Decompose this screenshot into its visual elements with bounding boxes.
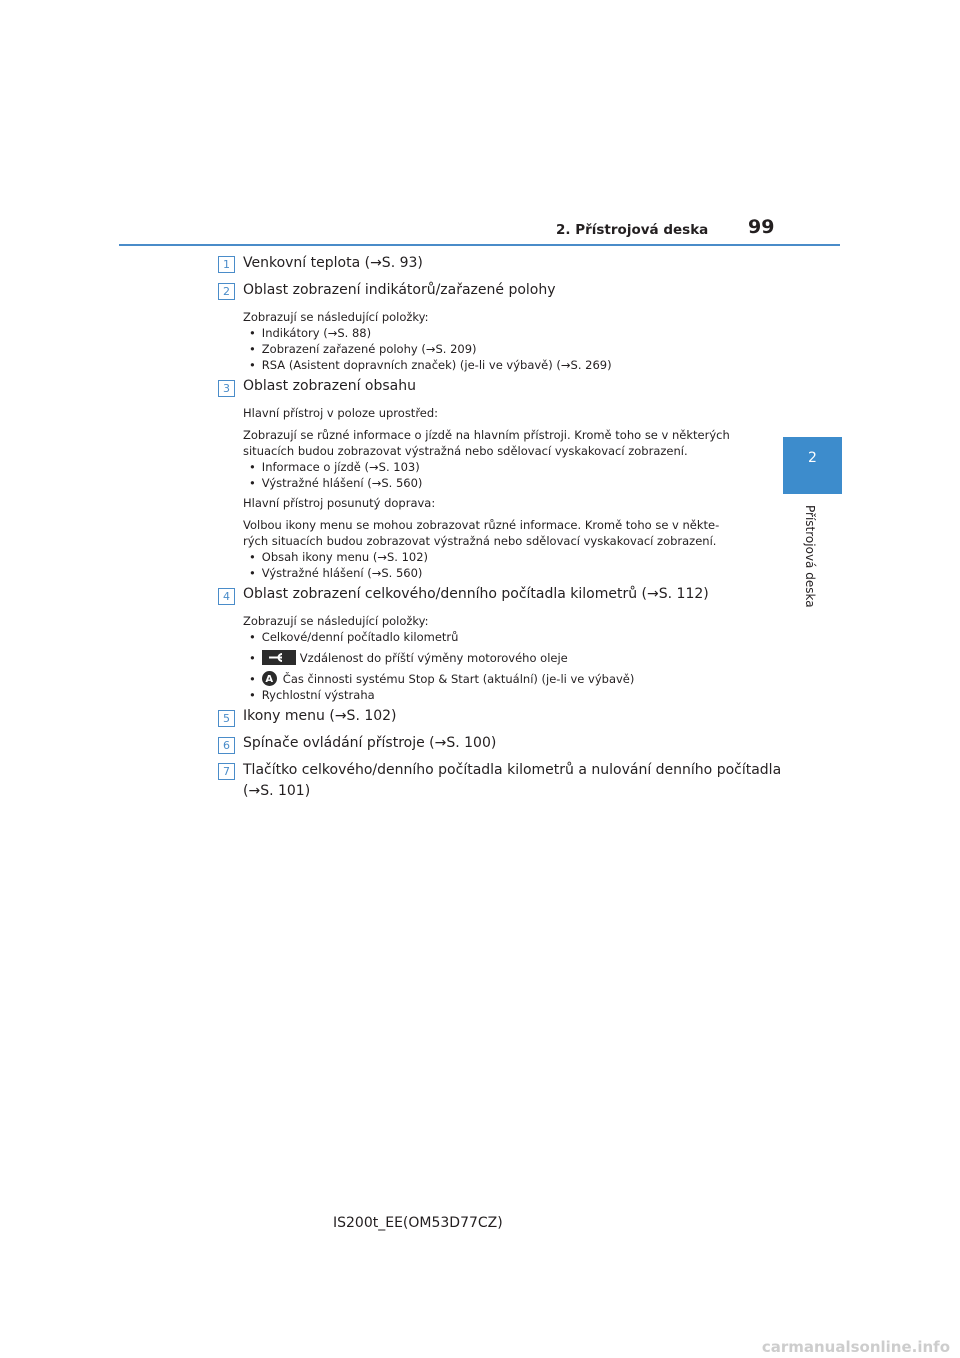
header-rule: [119, 244, 840, 246]
item-4-bullet-text: Vzdálenost do příští výměny motorového oleje: [299, 651, 568, 665]
item-3-bullet: • Informace o jízdě (→S. 103): [249, 459, 420, 475]
item-number-2: 2: [218, 283, 235, 300]
item-number-6: 6: [218, 737, 235, 754]
item-number-5: 5: [218, 710, 235, 727]
item-3-subheading: Hlavní přístroj v poloze uprostřed:: [243, 406, 439, 420]
item-4-bullet: • Celkové/denní počítadlo kilometrů: [249, 629, 458, 645]
stop-start-icon-letter: • A: [265, 674, 274, 685]
item-4-bullet: • Rychlostní výstraha: [249, 687, 375, 703]
item-title-7-cont: (→S. 101): [243, 783, 311, 799]
item-title-5: Ikony menu (→S. 102): [243, 708, 397, 724]
watermark: carmanualsonline.info: [761, 1338, 950, 1356]
item-3-bullet: • Výstražné hlášení (→S. 560): [249, 475, 422, 491]
item-3-paragraph: Zobrazují se různé informace o jízdě na hlavním přístroji. Kromě toho se v některých: [243, 428, 730, 442]
item-title-6: Spínače ovládání přístroje (→S. 100): [243, 735, 497, 751]
item-title-7: Tlačítko celkového/denního počítadla kilometrů a nulování denního počítadla: [243, 762, 782, 778]
item-3-subheading: Hlavní přístroj posunutý doprava:: [243, 496, 436, 510]
chapter-side-label-text: Přístrojová deska: [803, 505, 817, 608]
item-3-paragraph: rých situacích budou zobrazovat výstražná nebo sdělovací vyskakovací zobrazení.: [243, 534, 717, 548]
item-4-intro: Zobrazují se následující položky:: [243, 614, 429, 628]
item-number-1: 1: [218, 256, 235, 273]
item-3-bullet: • Výstražné hlášení (→S. 560): [249, 565, 422, 581]
page-number: 99: [748, 216, 775, 238]
item-4-bullet-text: Čas činnosti systému Stop & Start (aktuální) (je-li ve výbavě): [282, 672, 635, 686]
item-title-1: Venkovní teplota (→S. 93): [243, 255, 423, 271]
item-2-bullet: • Zobrazení zařazené polohy (→S. 209): [249, 341, 477, 357]
item-title-2: Oblast zobrazení indikátorů/zařazené polohy: [243, 282, 556, 298]
section-header-title: 2. Přístrojová deska: [556, 222, 709, 238]
item-title-3: Oblast zobrazení obsahu: [243, 378, 416, 394]
item-2-bullet: • RSA (Asistent dopravních značek) (je-li ve výbavě) (→S. 269): [249, 357, 612, 373]
wrench-icon: [262, 650, 296, 665]
item-3-paragraph: situacích budou zobrazovat výstražná nebo sdělovací vyskakovací zobrazení.: [243, 444, 688, 458]
chapter-tab-number: 2: [808, 450, 817, 466]
item-3-paragraph: Volbou ikony menu se mohou zobrazovat různé informace. Kromě toho se v někte-: [243, 518, 720, 532]
item-2-bullet: • Indikátory (→S. 88): [249, 325, 371, 341]
footer-model-code: IS200t_EE(OM53D77CZ): [333, 1215, 503, 1231]
item-title-4: Oblast zobrazení celkového/denního počítadla kilometrů (→S. 112): [243, 586, 709, 602]
item-number-4: 4: [218, 588, 235, 605]
stop-start-icon: [262, 671, 277, 686]
item-4-bullet-stopstart: [249, 671, 634, 687]
item-number-3: 3: [218, 380, 235, 397]
item-3-bullet: • Obsah ikony menu (→S. 102): [249, 549, 428, 565]
chapter-tab: [783, 437, 842, 494]
item-2-intro: Zobrazují se následující položky:: [243, 310, 429, 324]
item-number-7: 7: [218, 763, 235, 780]
chapter-side-label: [803, 505, 825, 625]
item-4-bullet-oil: [249, 650, 568, 666]
